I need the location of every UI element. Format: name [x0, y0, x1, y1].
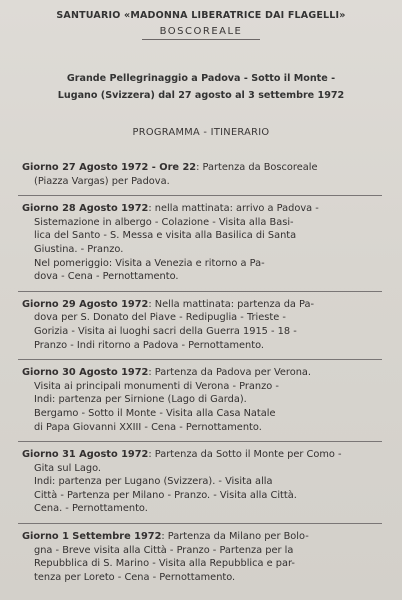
day-text: : Partenza da Milano per Bolo-: [161, 531, 309, 543]
day-line: gna - Breve visita alla Città - Pranzo - Partenza per la: [34, 544, 294, 556]
day-line: Nel pomeriggio: Visita a Venezia e ritorno a Pa-: [34, 257, 265, 269]
itinerary: [22, 161, 386, 591]
program-title: PROGRAMMA - ITINERARIO: [132, 127, 270, 138]
divider: [18, 291, 382, 292]
day-line: Città - Partenza per Milano - Pranzo. - Visita alla Città.: [34, 489, 297, 501]
divider: [18, 523, 382, 524]
day-line: Indi: partenza per Lugano (Svizzera). - Visita alla: [34, 476, 273, 488]
day-time: - Ore 22: [148, 162, 197, 173]
day-entry: [22, 366, 386, 441]
town-underline: [142, 39, 260, 40]
day-label: Giorno 30 Agosto 1972: [22, 367, 149, 379]
day-entry: [22, 161, 386, 195]
day-line: [22, 298, 386, 312]
day-text: : Partenza da Boscoreale: [196, 162, 318, 173]
day-line: Gorizia - Visita ai luoghi sacri della Guerra 1915 - 18 -: [34, 325, 297, 337]
day-line: [22, 366, 386, 380]
day-line: [22, 202, 386, 216]
day-text: : Partenza da Padova per Verona.: [148, 367, 312, 379]
header: [0, 10, 402, 40]
day-line: [22, 161, 386, 175]
divider: [18, 195, 382, 196]
day-line: dova - Cena - Pernottamento.: [34, 271, 179, 283]
day-text: : nella mattinata: arrivo a Padova -: [148, 203, 319, 215]
day-line: lica del Santo - S. Messa e visita alla Basilica di Santa: [34, 230, 297, 242]
day-label: Giorno 27 Agosto 1972: [22, 162, 149, 173]
day-line: Gita sul Lago.: [34, 462, 102, 474]
divider: [18, 441, 382, 442]
day-text: : Nella mattinata: partenza da Pa-: [148, 298, 315, 310]
day-line: Visita ai principali monumenti di Verona - Pranzo -: [34, 380, 279, 392]
day-line: di Papa Giovanni XXIII - Cena - Pernottamento.: [34, 421, 262, 433]
day-label: Giorno 29 Agosto 1972: [22, 298, 149, 310]
day-line: [22, 530, 386, 544]
day-line: (Piazza Vargas) per Padova.: [34, 175, 170, 187]
day-line: Indi: partenza per Sirnione (Lago di Garda).: [34, 394, 247, 406]
day-line: [22, 448, 386, 462]
day-line: tenza per Loreto - Cena - Pernottamento.: [34, 571, 236, 583]
day-entry: [22, 448, 386, 523]
day-line: Sistemazione in albergo - Colazione - Visita alla Basi-: [34, 216, 294, 228]
day-entry: [22, 298, 386, 359]
day-label: Giorno 31 Agosto 1972: [22, 449, 149, 461]
day-line: Pranzo - Indi ritorno a Padova - Pernottamento.: [34, 339, 265, 351]
sanctuary-title: SANTUARIO «MADONNA LIBERATRICE DAI FLAGELLI»: [56, 10, 346, 21]
day-line: dova per S. Donato del Piave - Redipuglia - Trieste -: [34, 312, 286, 324]
event-line-1: Grande Pellegrinaggio a Padova - Sotto il Monte -: [66, 73, 336, 84]
day-line: Repubblica di S. Marino - Visita alla Repubblica e par-: [34, 558, 295, 570]
day-text: : Partenza da Sotto il Monte per Como -: [148, 449, 342, 461]
event-line-2: Lugano (Svizzera) dal 27 agosto al 3 settembre 1972: [57, 90, 345, 101]
day-line: Bergamo - Sotto il Monte - Visita alla Casa Natale: [34, 407, 276, 419]
divider: [18, 359, 382, 360]
event-title: [0, 70, 402, 104]
day-line: Giustina. - Pranzo.: [34, 243, 124, 255]
day-entry: [22, 530, 386, 591]
day-label: Giorno 28 Agosto 1972: [22, 203, 149, 215]
day-line: Cena. - Pernottamento.: [34, 503, 148, 515]
day-label: Giorno 1 Settembre 1972: [22, 531, 162, 543]
day-entry: [22, 202, 386, 291]
town-name: BOSCOREALE: [159, 26, 243, 37]
